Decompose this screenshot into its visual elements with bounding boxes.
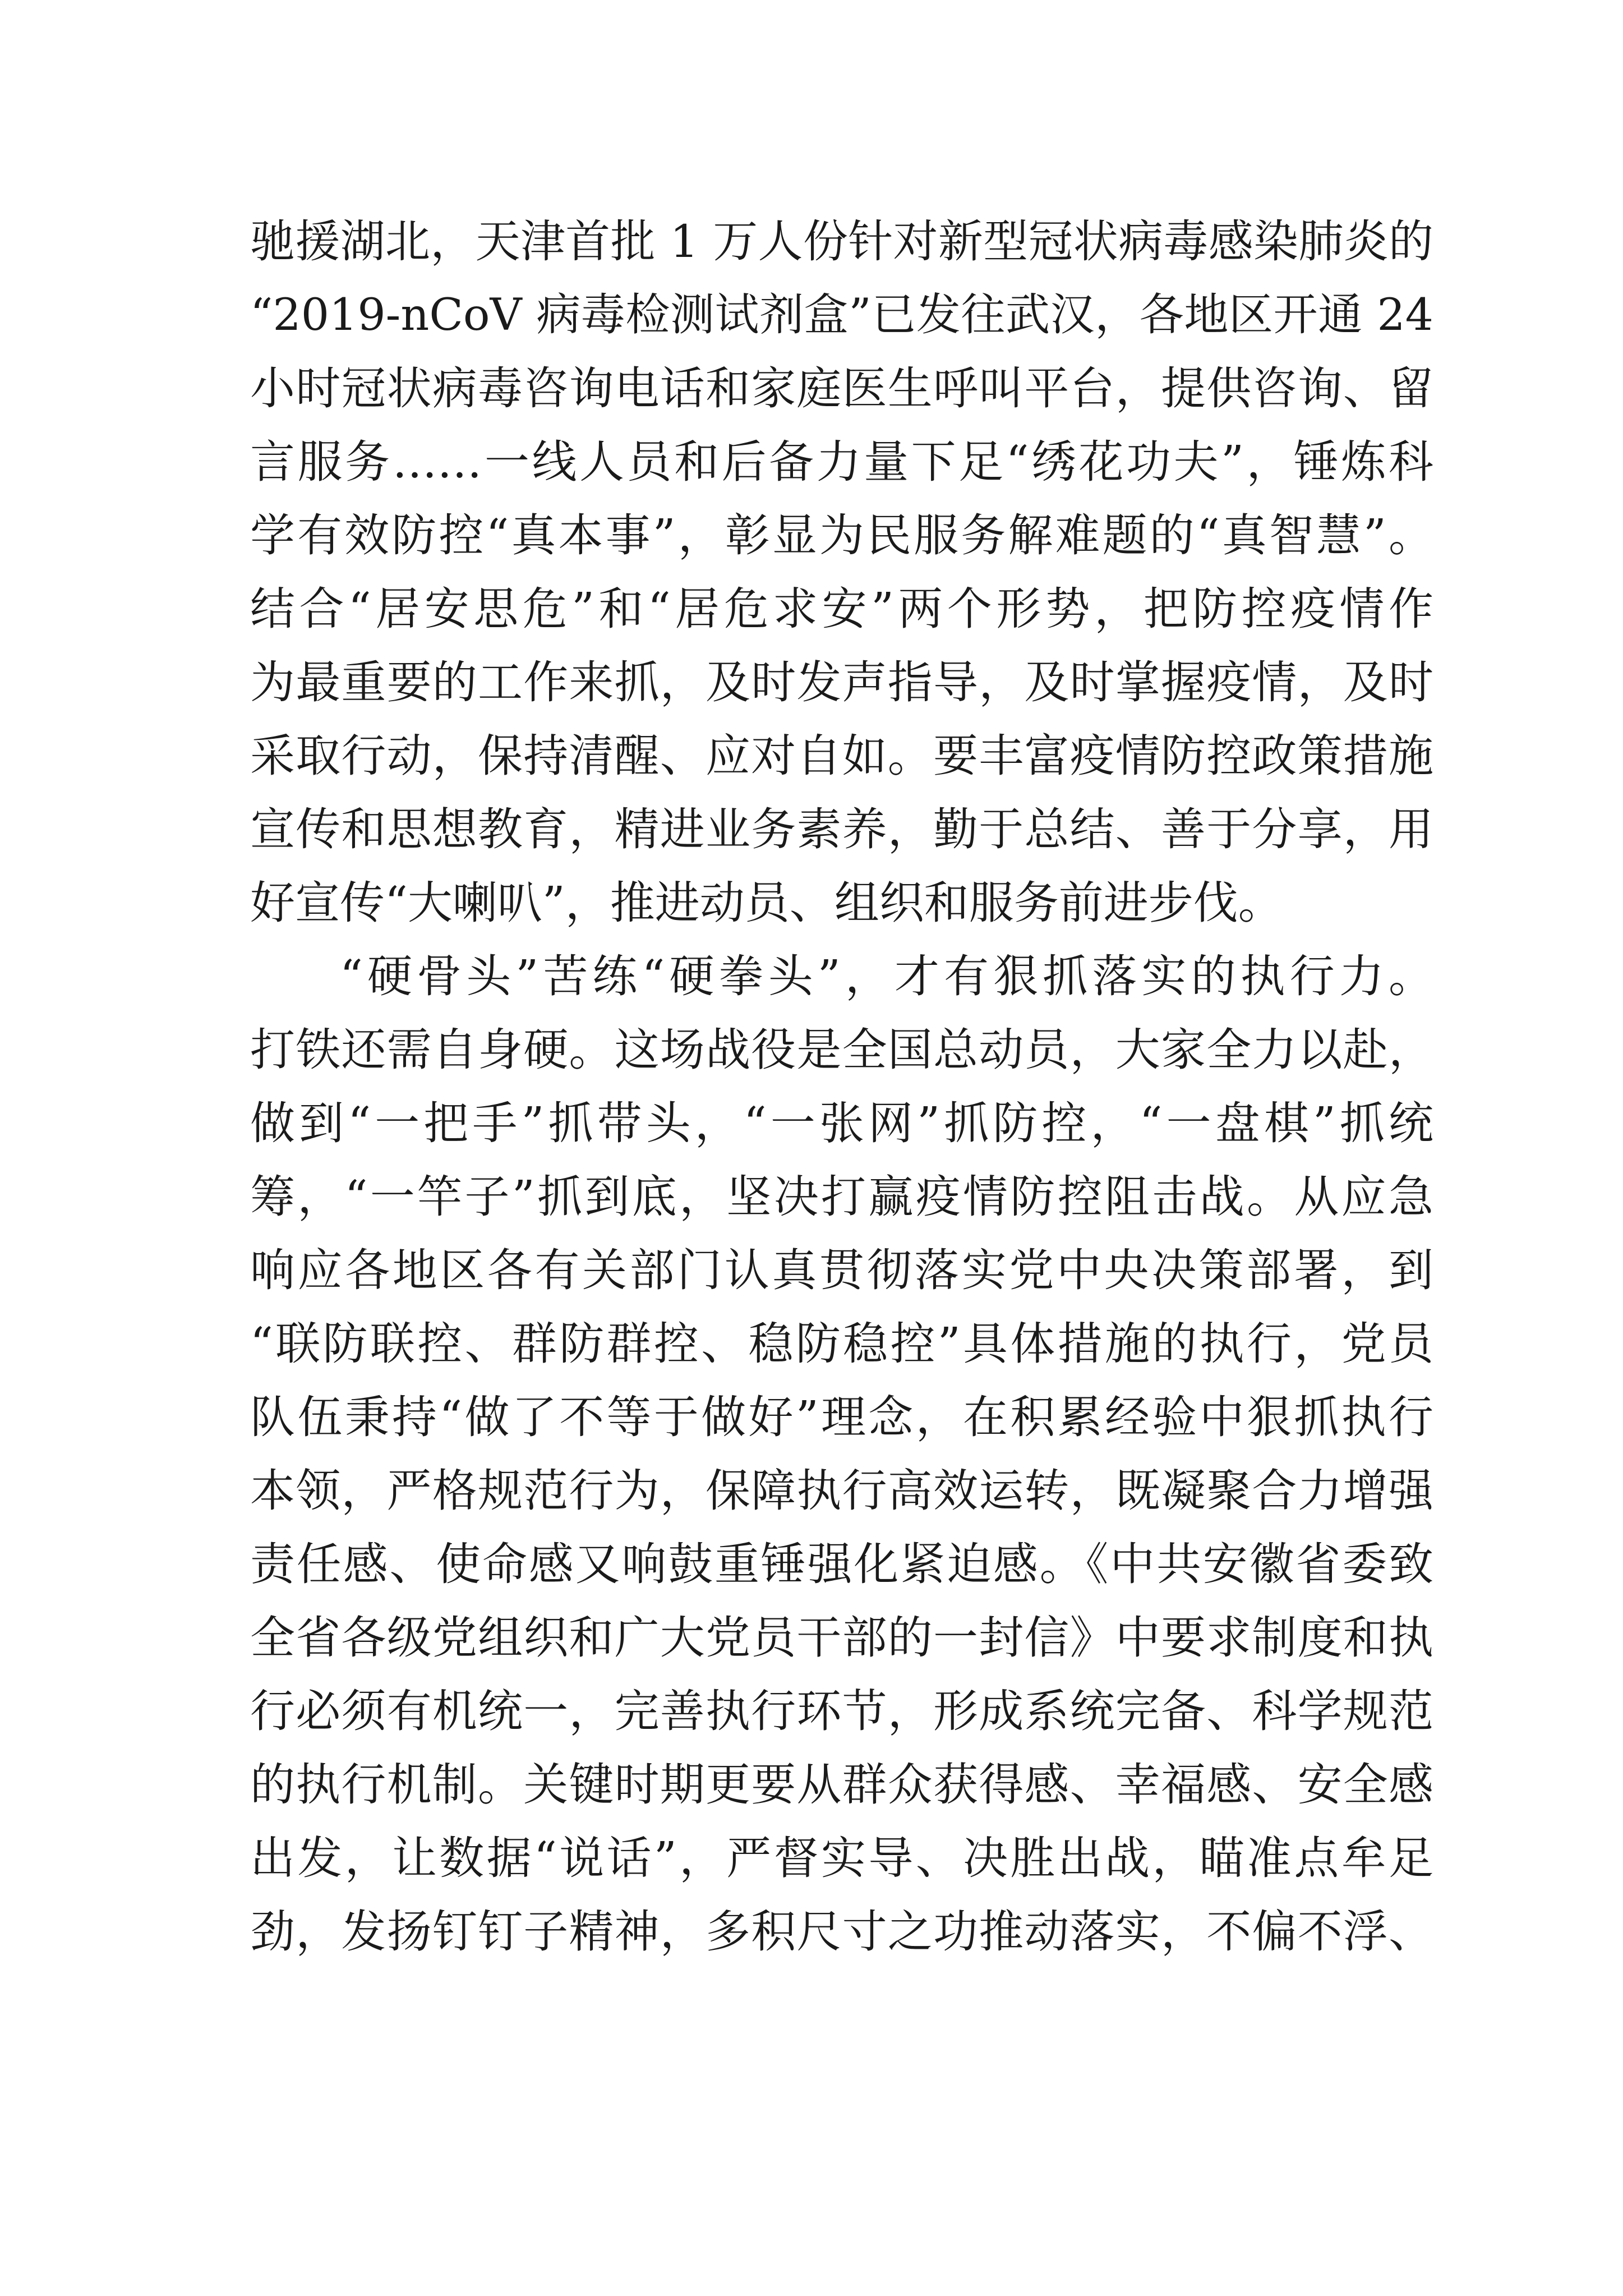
- text-line: 响应各地区各有关部门认真贯彻落实党中央决策部署，到: [250, 1244, 1433, 1296]
- text-line: 驰援湖北，天津首批 1 万人份针对新型冠状病毒感染肺炎的: [250, 215, 1433, 268]
- text-line: 劲，发扬钉钉子精神，多积尺寸之功推动落实，不偏不浮、: [250, 1906, 1433, 1958]
- text-line: “2019-nCoV 病毒检测试剂盒”已发往武汉，各地区开通 24: [250, 289, 1433, 341]
- text-line: 做到“一把手”抓带头，“一张网”抓防控，“一盘棋”抓统: [250, 1097, 1433, 1149]
- text-line: 为最重要的工作来抓，及时发声指导，及时掌握疫情，及时: [250, 656, 1433, 708]
- text-line: 采取行动，保持清醒、应对自如。要丰富疫情防控政策措施: [250, 730, 1433, 782]
- text-line: 队伍秉持“做了不等于做好”理念，在积累经验中狠抓执行: [250, 1391, 1433, 1443]
- text-line: 结合“居安思危”和“居危求安”两个形势，把防控疫情作: [250, 583, 1433, 635]
- text-line: 责任感、使命感又响鼓重锤强化紧迫感。《中共安徽省委致: [250, 1538, 1433, 1590]
- text-line: 言服务……一线人员和后备力量下足“绣花功夫”，锤炼科: [250, 436, 1433, 488]
- text-line: 的执行机制。关键时期更要从群众获得感、幸福感、安全感: [250, 1759, 1433, 1811]
- text-line: 小时冠状病毒咨询电话和家庭医生呼叫平台，提供咨询、留: [250, 362, 1433, 415]
- text-line: 学有效防控“真本事”，彰显为民服务解难题的“真智慧”。: [250, 509, 1433, 562]
- text-line: 宣传和思想教育，精进业务素养，勤于总结、善于分享，用: [250, 803, 1433, 855]
- paragraph-start-line: “硬骨头”苦练“硬拳头”，才有狠抓落实的执行力。: [340, 950, 1433, 1002]
- text-line: 打铁还需自身硬。这场战役是全国总动员，大家全力以赴，: [250, 1024, 1433, 1076]
- text-line: 行必须有机统一，完善执行环节，形成系统完备、科学规范: [250, 1685, 1433, 1737]
- text-line: 出发，让数据“说话”，严督实导、决胜出战，瞄准点牟足: [250, 1832, 1433, 1884]
- text-line: 全省各级党组织和广大党员干部的一封信》中要求制度和执: [250, 1612, 1433, 1664]
- text-line: “联防联控、群防群控、稳防稳控”具体措施的执行，党员: [250, 1318, 1433, 1370]
- paragraph-end-line: 好宣传“大喇叭”，推进动员、组织和服务前进步伐。: [250, 877, 1283, 929]
- document-body: [250, 205, 1433, 1968]
- text-line: 筹，“一竿子”抓到底，坚决打赢疫情防控阻击战。从应急: [250, 1171, 1433, 1223]
- text-line: 本领，严格规范行为，保障执行高效运转，既凝聚合力增强: [250, 1465, 1433, 1517]
